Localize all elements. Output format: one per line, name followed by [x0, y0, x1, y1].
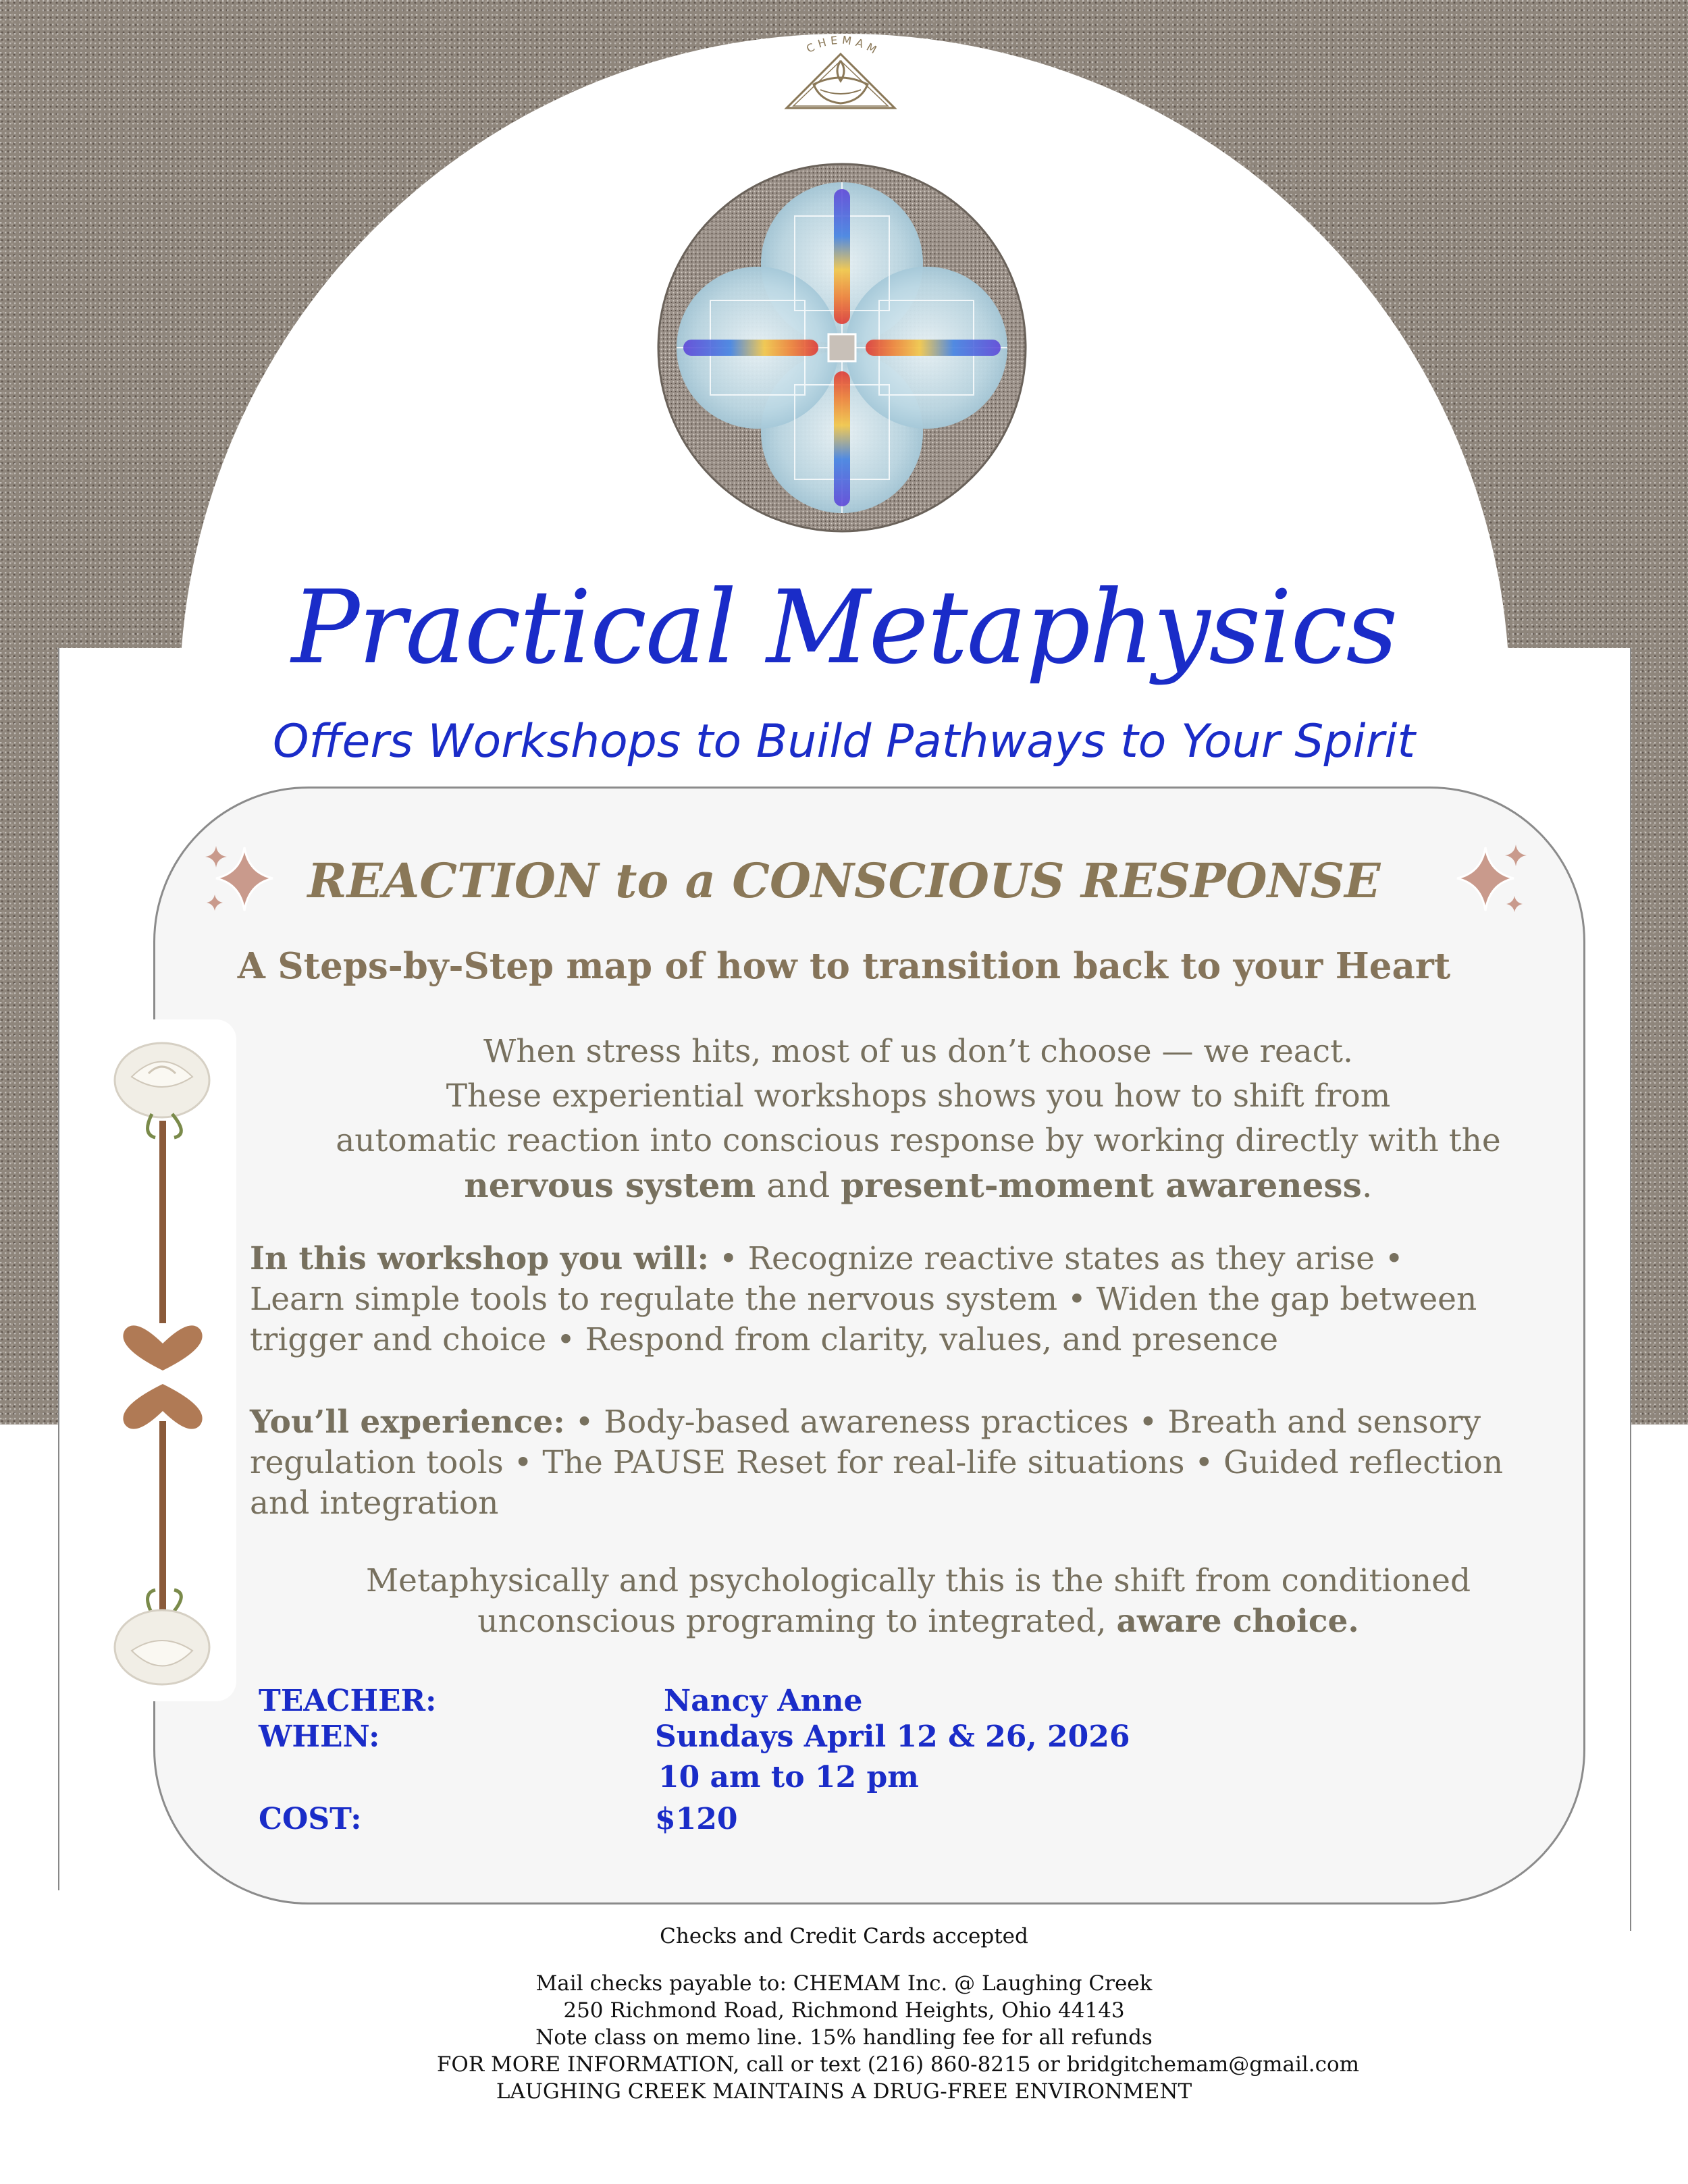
learn-line-3: trigger and choice • Respond from clarity, values, and presence	[250, 1321, 1279, 1358]
chemam-logo	[773, 30, 908, 132]
info-line: FOR MORE INFORMATION, call or text (216) 860-8215 or bridgitchemam@gmail.com	[436, 2052, 1360, 2077]
experience-line-3: and integration	[250, 1485, 499, 1522]
learn-line-1	[250, 1239, 1573, 1279]
intro-end: .	[1361, 1166, 1373, 1205]
teacher-value: Nancy Anne	[664, 1684, 863, 1718]
experience-line-1	[250, 1402, 1573, 1443]
closing-bold: aware choice.	[1116, 1603, 1359, 1640]
svg-text:CHEMAM: CHEMAM	[804, 33, 882, 59]
closing-paragraph	[257, 1561, 1580, 1642]
teacher-label: TEACHER:	[259, 1684, 437, 1718]
experience-line-1-text: • Body-based awareness practices • Breath and sensory	[575, 1404, 1481, 1441]
rose-stem-image	[95, 1019, 236, 1701]
intro-line-4	[257, 1163, 1580, 1208]
intro-line-2: These experiential workshops shows you how to shift from	[446, 1077, 1391, 1115]
payment-note: Checks and Credit Cards accepted	[660, 1924, 1028, 1948]
page-subtitle: Offers Workshops to Build Pathways to Your Spirit	[272, 715, 1416, 768]
when-value: Sundays April 12 & 26, 2026	[655, 1720, 1130, 1754]
experience-paragraph	[250, 1402, 1573, 1524]
mandala-image	[656, 162, 1028, 533]
workshop-subheadline: A Steps-by-Step map of how to transition back to your Heart	[237, 945, 1451, 987]
cost-label: COST:	[259, 1802, 362, 1836]
intro-and: and	[766, 1166, 830, 1205]
intro-line-3: automatic reaction into conscious response by working directly with the	[336, 1122, 1501, 1159]
time-value: 10 am to 12 pm	[658, 1760, 919, 1794]
experience-label: You’ll experience:	[250, 1404, 565, 1441]
intro-bold-2: present-moment awareness	[841, 1165, 1362, 1205]
closing-line-1: Metaphysically and psychologically this is the shift from conditioned	[365, 1562, 1471, 1599]
mail-line-2: 250 Richmond Road, Richmond Heights, Ohio 44143	[563, 1998, 1125, 2023]
closing-line-2	[257, 1601, 1580, 1642]
when-label: WHEN:	[259, 1720, 380, 1754]
learn-line-2: Learn simple tools to regulate the nervous system • Widen the gap between	[250, 1281, 1477, 1318]
closing-line-2-text: unconscious programing to integrated,	[477, 1603, 1107, 1640]
intro-line-1: When stress hits, most of us don’t choose — we react.	[483, 1033, 1353, 1070]
learn-line-1-text: • Recognize reactive states as they arise •	[718, 1240, 1404, 1277]
left-rule	[58, 648, 59, 1890]
right-rule	[1630, 648, 1631, 1931]
intro-bold-1: nervous system	[464, 1165, 756, 1205]
experience-line-2: regulation tools • The PAUSE Reset for real-life situations • Guided reflection	[250, 1444, 1504, 1481]
intro-paragraph	[257, 1030, 1580, 1208]
mail-line-3: Note class on memo line. 15% handling fee for all refunds	[535, 2025, 1153, 2050]
mail-line-1: Mail checks payable to: CHEMAM Inc. @ Laughing Creek	[535, 1971, 1153, 1996]
workshop-headline: REACTION to a CONSCIOUS RESPONSE	[307, 853, 1381, 909]
learn-paragraph	[250, 1239, 1573, 1360]
learn-label: In this workshop you will:	[250, 1240, 709, 1277]
drug-free-notice: LAUGHING CREEK MAINTAINS A DRUG-FREE ENVIRONMENT	[496, 2079, 1192, 2104]
cost-value: $120	[655, 1802, 738, 1836]
page-title: Practical Metaphysics	[291, 569, 1397, 687]
